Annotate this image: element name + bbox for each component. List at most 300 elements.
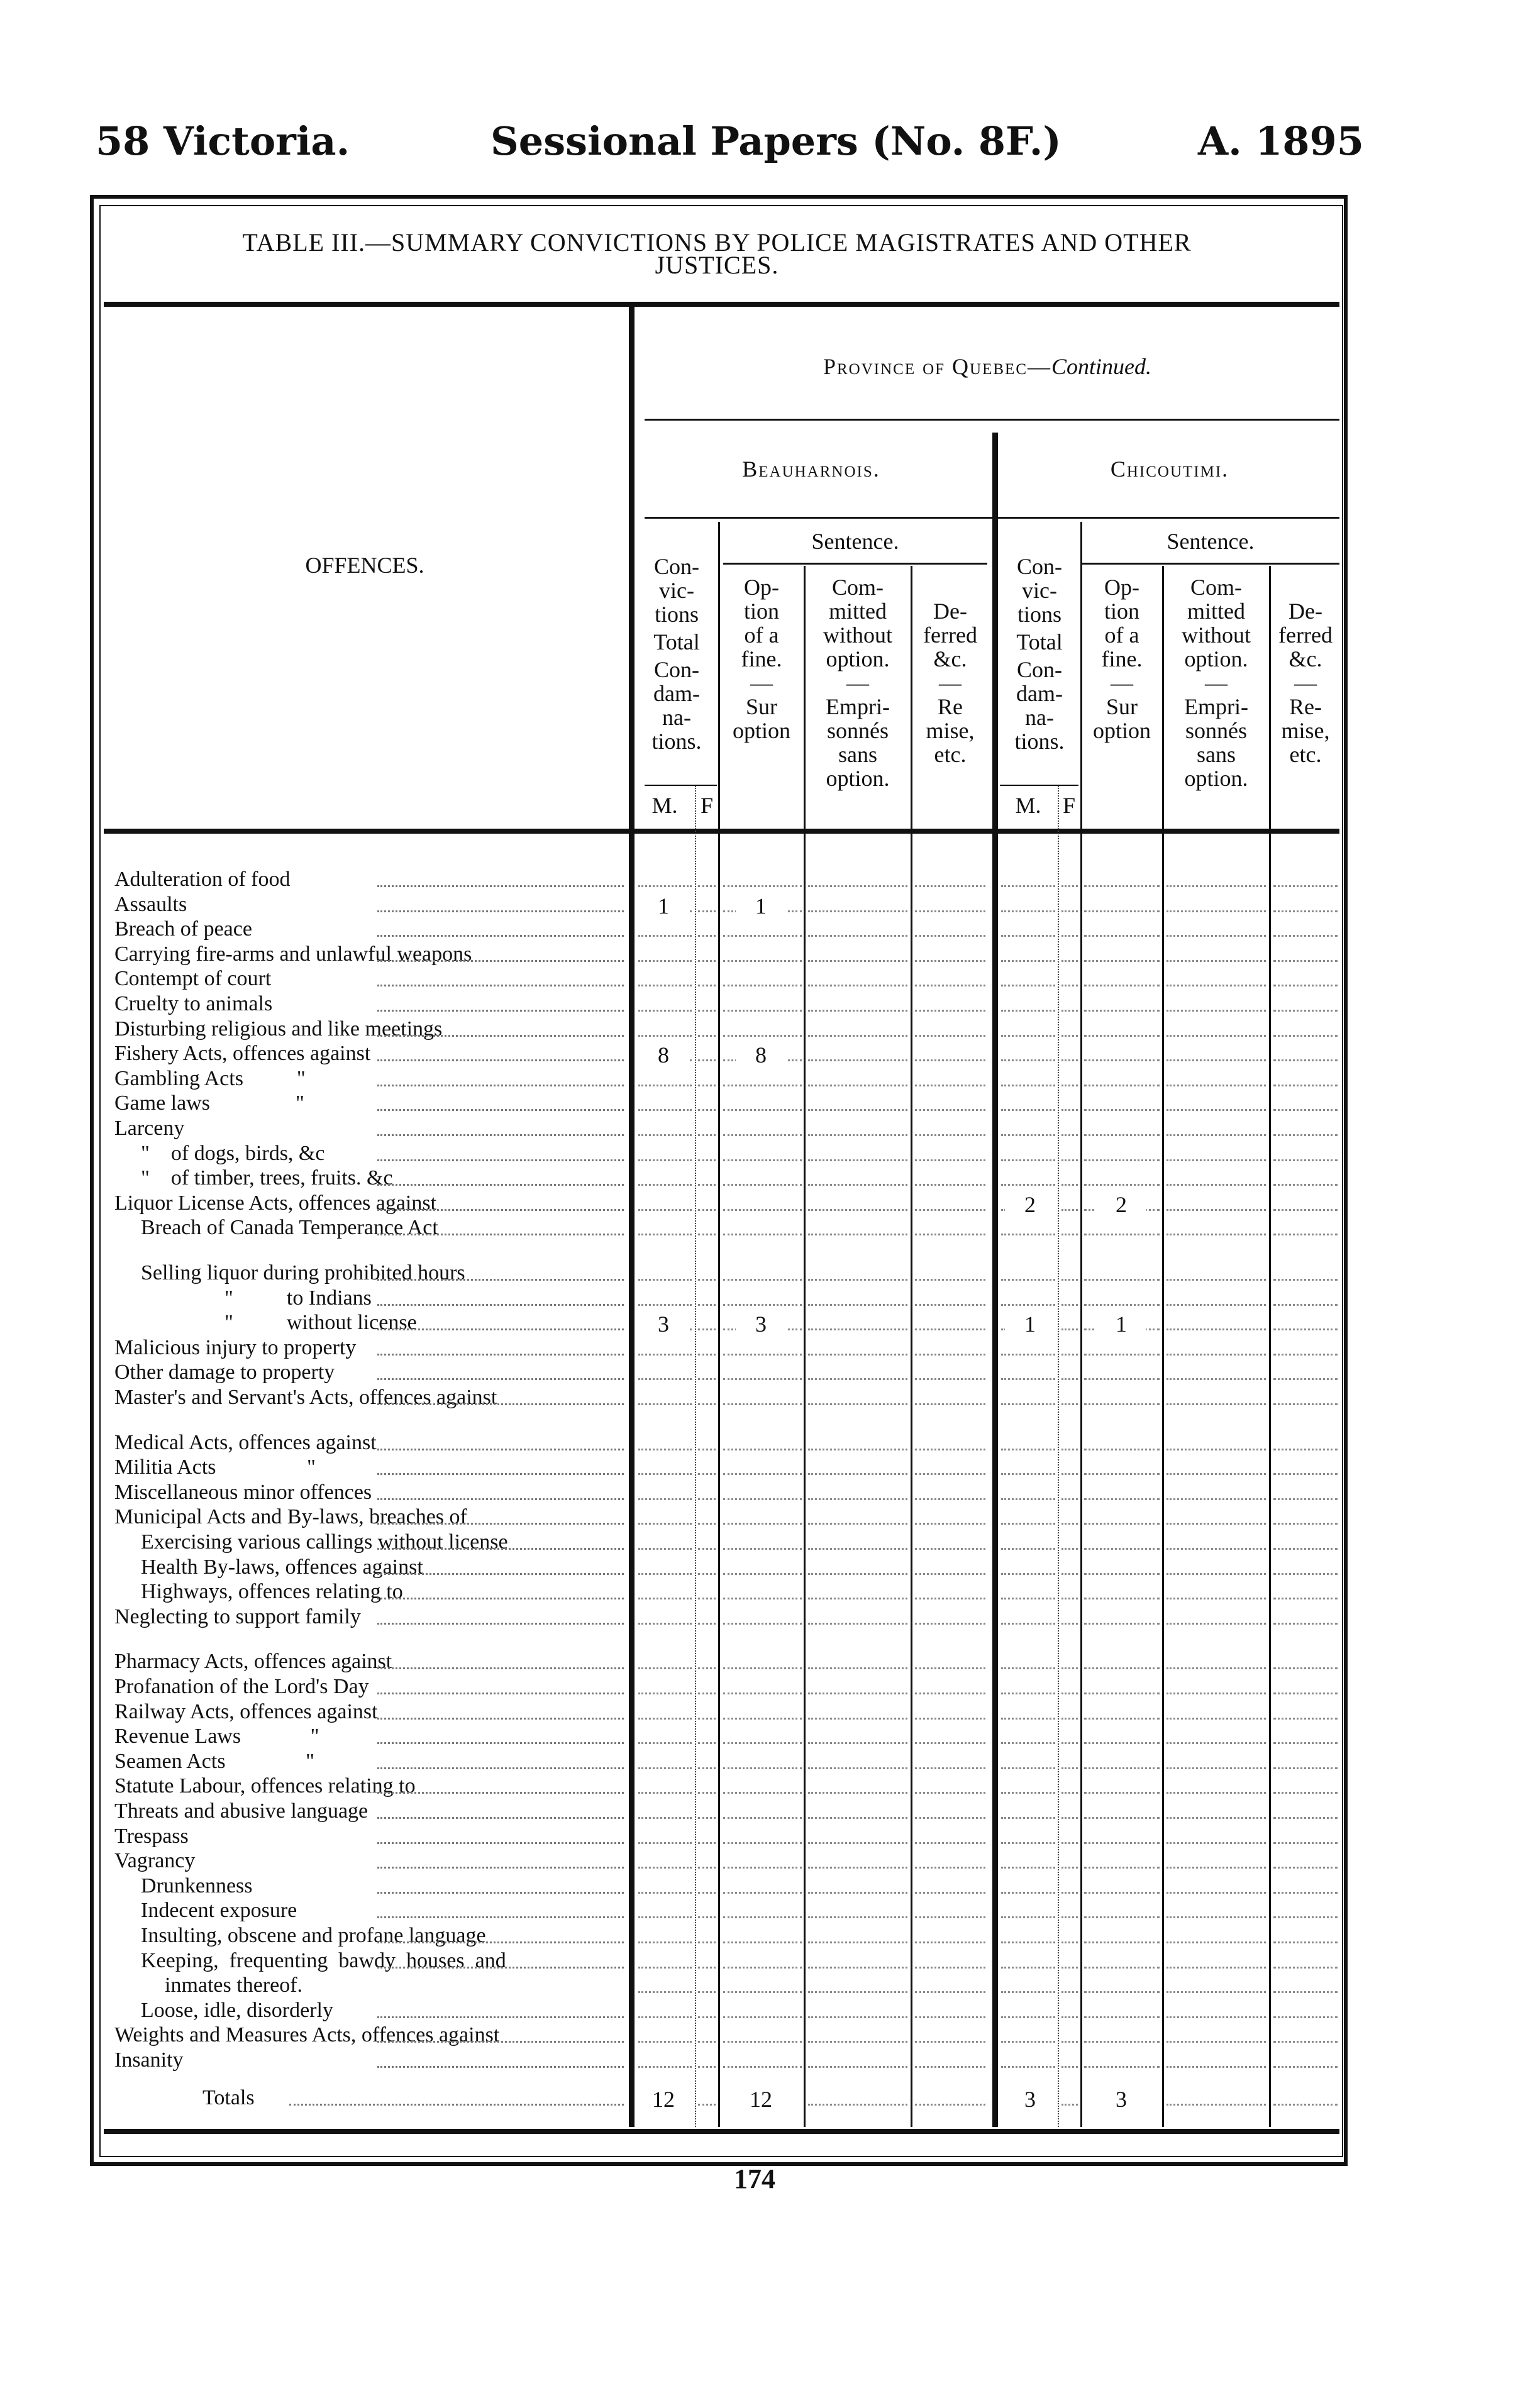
cell-dots [915, 1108, 985, 1111]
hdr-text: Con- [654, 554, 699, 579]
cell-dots [698, 884, 716, 887]
cell-dots [915, 1183, 985, 1186]
cell-dots [1273, 1741, 1338, 1744]
cell-dots [1273, 2065, 1338, 2068]
cell-dots [808, 1766, 907, 1769]
hdr-text: Empri- [826, 694, 890, 719]
cell-dots [915, 1402, 985, 1405]
leader-dots [377, 1741, 624, 1744]
offence-label: Assaults [114, 892, 187, 916]
leader-dots [377, 983, 624, 986]
cell-dots [1061, 1572, 1078, 1575]
hdr-text: Re [938, 694, 963, 719]
table-row [0, 1091, 1513, 1117]
cell-dots [915, 1965, 985, 1969]
cell-dots [1273, 1766, 1338, 1769]
cell-dots [1084, 1621, 1160, 1625]
cell-dots [1001, 1008, 1055, 1012]
cell-dots [1061, 1497, 1078, 1500]
offence-label: " of dogs, birds, &c [141, 1141, 325, 1165]
cell-dots [698, 1497, 716, 1500]
offence-label: Vagrancy [114, 1849, 196, 1873]
leader-dots [377, 1327, 624, 1330]
cell-dots [1167, 1621, 1266, 1625]
cell-dots [1061, 1278, 1078, 1281]
cell-dots [1061, 1472, 1078, 1475]
cell-dots [1273, 1232, 1338, 1235]
leader-dots [377, 1547, 624, 1550]
cell-dots [915, 934, 985, 937]
cell-dots [638, 1377, 692, 1380]
cell-dots [808, 934, 907, 937]
cell-dots [723, 1990, 802, 1993]
cell-dots [698, 1278, 716, 1281]
cell-dots [915, 1891, 985, 1894]
cell-dots [638, 1278, 692, 1281]
cell-dots [698, 1327, 716, 1330]
cell-dots [698, 1716, 716, 1720]
cell-dots [1167, 1303, 1266, 1306]
hdr-text: option [732, 718, 790, 743]
hdr-text: mise, [926, 718, 975, 743]
cell-dots [1061, 1621, 1078, 1625]
cell-dots [915, 959, 985, 962]
cell-dots [1167, 1522, 1266, 1525]
cell-dots [915, 1940, 985, 1943]
cell-dots [915, 2015, 985, 2018]
cell-dots [915, 1158, 985, 1161]
cell-dots [1061, 1816, 1078, 1819]
leader-dots [377, 1183, 624, 1186]
cell-dots [915, 1621, 985, 1625]
hdr-text: mise, [1281, 718, 1330, 743]
cell-dots [723, 1621, 802, 1625]
cell-dots [698, 1377, 716, 1380]
table-row [0, 942, 1513, 968]
cell-dots [1061, 934, 1078, 937]
header-right: A. 1895 [1198, 118, 1364, 164]
cell-dots [1001, 1472, 1055, 1475]
cell-dots [1273, 1497, 1338, 1500]
cell-value-b-opt: 3 [736, 1311, 786, 1337]
cell-dots [808, 1278, 907, 1281]
offence-label: Pharmacy Acts, offences against [114, 1650, 392, 1674]
cell-dots [1273, 1791, 1338, 1794]
cell-dots [1001, 1766, 1055, 1769]
cell-dots [723, 934, 802, 937]
hdr-text: tion [743, 599, 779, 624]
hdr-text: without [1181, 622, 1251, 648]
cell-dots [638, 1965, 692, 1969]
cell-dots [808, 1352, 907, 1356]
cell-dots [1273, 1621, 1338, 1625]
cell-dots [638, 1915, 692, 1918]
cell-value-b-opt: 1 [736, 893, 786, 919]
cell-dots [1061, 1133, 1078, 1136]
cell-dots [808, 1716, 907, 1720]
title-line-2: JUSTICES. [655, 251, 779, 279]
cell-dots [1273, 1990, 1338, 1993]
leader-dots [377, 1522, 624, 1525]
cell-dots [1001, 959, 1055, 962]
leader-dots [377, 1940, 624, 1943]
offence-label: Disturbing religious and like meetings [114, 1017, 443, 1041]
leader-dots [377, 1058, 624, 1061]
leader-dots [377, 2065, 624, 2068]
cell-dots [698, 1232, 716, 1235]
leader-dots [377, 1108, 624, 1111]
cell-dots [915, 1472, 985, 1475]
leader-dots [289, 2102, 624, 2106]
cell-dots [1273, 1596, 1338, 1599]
cell-dots [915, 1990, 985, 1993]
leader-dots [377, 1841, 624, 1844]
cell-dots [698, 1791, 716, 1794]
cell-dots [1273, 983, 1338, 986]
cell-dots [1001, 1990, 1055, 1993]
cell-dots [1001, 1402, 1055, 1405]
cell-dots [915, 2065, 985, 2068]
cell-dots [1084, 1058, 1160, 1061]
cell-dots [1167, 1741, 1266, 1744]
cell-dots [915, 1865, 985, 1869]
hdr-text: option [1092, 718, 1151, 743]
header-f-c: F [1062, 793, 1076, 818]
group-beauharnois: Beauharnois. [742, 456, 880, 482]
cell-dots [698, 1008, 716, 1012]
cell-dots [1061, 1940, 1078, 1943]
leader-dots [377, 1816, 624, 1819]
cell-dots [1061, 1596, 1078, 1599]
leader-dots [377, 1208, 624, 1211]
cell-dots [1084, 2040, 1160, 2043]
cell-dots [1273, 1447, 1338, 1450]
cell-value-c-opt: 1 [1096, 1311, 1146, 1337]
cell-dots [638, 1083, 692, 1086]
cell-dots [1167, 1183, 1266, 1186]
hdr-text: — [1294, 670, 1317, 695]
cell-dots [698, 909, 716, 912]
cell-dots [808, 1572, 907, 1575]
cell-dots [723, 1008, 802, 1012]
cell-dots [723, 1497, 802, 1500]
offence-label: Malicious injury to property [114, 1335, 357, 1359]
cell-dots [638, 1034, 692, 1037]
table-row [0, 1799, 1513, 1825]
cell-dots [723, 1965, 802, 1969]
cell-dots [915, 1133, 985, 1136]
leader-dots [377, 1621, 624, 1625]
cell-dots [1084, 1891, 1160, 1894]
cell-dots [1001, 2065, 1055, 2068]
cell-dots [1061, 1990, 1078, 1993]
cell-dots [1167, 1208, 1266, 1211]
cell-dots [808, 1791, 907, 1794]
leader-dots [377, 1008, 624, 1012]
table-row [0, 1924, 1513, 1949]
cell-value-b-conv: 3 [638, 1311, 689, 1337]
cell-dots [1273, 959, 1338, 962]
table-row [0, 1774, 1513, 1799]
cell-dots [638, 1402, 692, 1405]
leader-dots [377, 1158, 624, 1161]
cell-dots [1084, 1402, 1160, 1405]
table-row [0, 1750, 1513, 1775]
cell-dots [1167, 1497, 1266, 1500]
offence-label: Railway Acts, offences against [114, 1699, 378, 1723]
cell-dots [1167, 959, 1266, 962]
cell-dots [915, 1377, 985, 1380]
cell-dots [1084, 1691, 1160, 1694]
leader-dots [377, 1865, 624, 1869]
title-line-1: TABLE III.—SUMMARY CONVICTIONS BY POLICE MAGISTRATES AND OTHER [242, 228, 1192, 257]
cell-dots [1084, 1352, 1160, 1356]
cell-dots [723, 1940, 802, 1943]
offence-label: Statute Labour, offences relating to [114, 1774, 416, 1798]
offence-label: Larceny [114, 1117, 185, 1140]
cell-dots [1001, 1034, 1055, 1037]
cell-dots [1167, 1034, 1266, 1037]
cell-dots [1084, 1008, 1160, 1012]
cell-dots [915, 1208, 985, 1211]
table-row [0, 1017, 1513, 1042]
cell-dots [1167, 2040, 1266, 2043]
cell-dots [808, 1940, 907, 1943]
cell-dots [1061, 1208, 1078, 1211]
cell-dots [1061, 1232, 1078, 1235]
hdr-text: ferred [1278, 622, 1333, 648]
cell-dots [1061, 884, 1078, 887]
cell-dots [1167, 1965, 1266, 1969]
cell-dots [638, 1572, 692, 1575]
offence-label: " without license [224, 1311, 417, 1335]
cell-dots [915, 1232, 985, 1235]
cell-dots [1273, 884, 1338, 887]
cell-dots [1167, 1841, 1266, 1844]
cell-dots [1001, 1891, 1055, 1894]
cell-dots [638, 1716, 692, 1720]
cell-dots [638, 1208, 692, 1211]
cell-dots [638, 1791, 692, 1794]
table-row [0, 1117, 1513, 1142]
cell-dots [915, 884, 985, 887]
cell-dots [915, 2040, 985, 2043]
cell-dots [1273, 934, 1338, 937]
cell-dots [698, 1133, 716, 1136]
cell-dots [915, 1522, 985, 1525]
cell-dots [698, 1522, 716, 1525]
table-row [0, 1191, 1513, 1217]
cell-dots [698, 2015, 716, 2018]
cell-dots [723, 1472, 802, 1475]
cell-dots [1001, 983, 1055, 986]
cell-dots [638, 1133, 692, 1136]
hdr-text: vic- [659, 578, 694, 603]
cell-dots [1001, 1965, 1055, 1969]
cell-dots [1273, 1083, 1338, 1086]
leader-dots [377, 1891, 624, 1894]
table-row [0, 868, 1513, 893]
cell-dots [1001, 1303, 1055, 1306]
cell-value-c-conv: 1 [1005, 1311, 1055, 1337]
cell-dots [698, 1841, 716, 1844]
table-row [0, 1999, 1513, 2024]
table-row [0, 1974, 1513, 1999]
cell-dots [1001, 1547, 1055, 1550]
cell-dots [1084, 1741, 1160, 1744]
offence-label: Threats and abusive language [114, 1799, 369, 1823]
cell-dots [1061, 1891, 1078, 1894]
cell-dots [1273, 1965, 1338, 1969]
cell-dots [698, 983, 716, 986]
cell-dots [1084, 1990, 1160, 1993]
cell-dots [915, 1741, 985, 1744]
cell-dots [1167, 2065, 1266, 2068]
cell-dots [1167, 1766, 1266, 1769]
cell-dots [638, 1865, 692, 1869]
cell-dots [1084, 1034, 1160, 1037]
cell-dots [1273, 2102, 1338, 2106]
cell-dots [808, 1816, 907, 1819]
cell-dots [638, 1303, 692, 1306]
hdr-text: De- [1289, 599, 1322, 624]
cell-dots [1167, 1278, 1266, 1281]
hdr-text: vic- [1022, 578, 1057, 603]
cell-dots [915, 1666, 985, 1669]
hdr-text: — [846, 670, 869, 695]
table-row [0, 1899, 1513, 1924]
cell-dots [1061, 1352, 1078, 1356]
cell-dots [723, 1741, 802, 1744]
cell-dots [1273, 1716, 1338, 1720]
cell-dots [698, 1303, 716, 1306]
hdr-text: ferred [923, 622, 977, 648]
cell-dots [1167, 1352, 1266, 1356]
cell-dots [723, 1278, 802, 1281]
leader-dots [377, 884, 624, 887]
hdr-text: option. [826, 766, 890, 791]
cell-dots [915, 1058, 985, 1061]
cell-dots [808, 1891, 907, 1894]
cell-dots [808, 909, 907, 912]
hdr-text: of a [1104, 622, 1139, 648]
cell-dots [638, 1741, 692, 1744]
cell-dots [1001, 1497, 1055, 1500]
cell-dots [915, 1547, 985, 1550]
cell-dots [723, 1447, 802, 1450]
cell-dots [1167, 884, 1266, 887]
cell-dots [1061, 1008, 1078, 1012]
offence-label: Selling liquor during prohibited hours [141, 1261, 465, 1284]
cell-dots [1084, 983, 1160, 986]
cell-dots [915, 1716, 985, 1720]
cell-dots [1061, 1447, 1078, 1450]
cell-dots [808, 1083, 907, 1086]
cell-dots [1084, 1965, 1160, 1969]
cell-dots [698, 1572, 716, 1575]
cell-dots [698, 2102, 716, 2106]
cell-dots [723, 1865, 802, 1869]
cell-dots [915, 1352, 985, 1356]
cell-dots [1084, 2015, 1160, 2018]
hdr-text: tions [654, 602, 699, 627]
hdr-text: Com- [1190, 575, 1242, 600]
cell-dots [915, 1572, 985, 1575]
leader-dots [377, 1666, 624, 1669]
hdr-text: option. [826, 646, 890, 671]
cell-dots [808, 1472, 907, 1475]
cell-dots [1001, 1865, 1055, 1869]
hdr-text: without [823, 622, 892, 648]
cell-value-b-conv: 1 [638, 893, 689, 919]
cell-dots [1273, 2040, 1338, 2043]
cell-dots [808, 1158, 907, 1161]
leader-dots [377, 1691, 624, 1694]
cell-dots [1084, 1133, 1160, 1136]
cell-dots [1167, 1891, 1266, 1894]
cell-dots [638, 1596, 692, 1599]
cell-dots [808, 2015, 907, 2018]
offence-label: Loose, idle, disorderly [141, 1998, 333, 2022]
cell-dots [698, 2065, 716, 2068]
cell-dots [1061, 1303, 1078, 1306]
cell-dots [698, 1402, 716, 1405]
cell-dots [638, 1447, 692, 1450]
cell-dots [808, 1133, 907, 1136]
hdr-text: &c. [1289, 646, 1322, 671]
cell-dots [1084, 1232, 1160, 1235]
cell-dots [1001, 2040, 1055, 2043]
hdr-text: Con- [654, 657, 699, 682]
cell-dots [915, 1303, 985, 1306]
cell-dots [723, 1691, 802, 1694]
cell-dots [638, 1522, 692, 1525]
cell-dots [723, 1816, 802, 1819]
cell-dots [1167, 1865, 1266, 1869]
cell-dots [638, 1621, 692, 1625]
cell-dots [1167, 1083, 1266, 1086]
cell-dots [808, 1447, 907, 1450]
hdr-text: Sur [1106, 694, 1138, 719]
cell-dots [1061, 959, 1078, 962]
hdr-text: option. [1184, 766, 1248, 791]
cell-dots [1061, 1865, 1078, 1869]
table-row [0, 1949, 1513, 1974]
cell-dots [638, 1158, 692, 1161]
hdr-text: na- [1025, 705, 1054, 730]
cell-dots [1084, 2065, 1160, 2068]
cell-dots [915, 1278, 985, 1281]
cell-dots [808, 1841, 907, 1844]
cell-dots [723, 1891, 802, 1894]
cell-dots [1001, 1108, 1055, 1111]
cell-dots [638, 1940, 692, 1943]
hdr-text: sonnés [827, 718, 889, 743]
cell-dots [723, 1596, 802, 1599]
table-row [0, 1849, 1513, 1874]
cell-dots [1273, 1865, 1338, 1869]
leader-dots [377, 1232, 624, 1235]
leader-dots [377, 1133, 624, 1136]
cell-dots [1061, 2040, 1078, 2043]
table-row [0, 1431, 1513, 1456]
table-row [0, 1605, 1513, 1630]
hdr-text: mitted [829, 599, 887, 624]
cell-dots [808, 1208, 907, 1211]
cell-dots [808, 1522, 907, 1525]
cell-dots [1001, 1232, 1055, 1235]
cell-dots [915, 1447, 985, 1450]
